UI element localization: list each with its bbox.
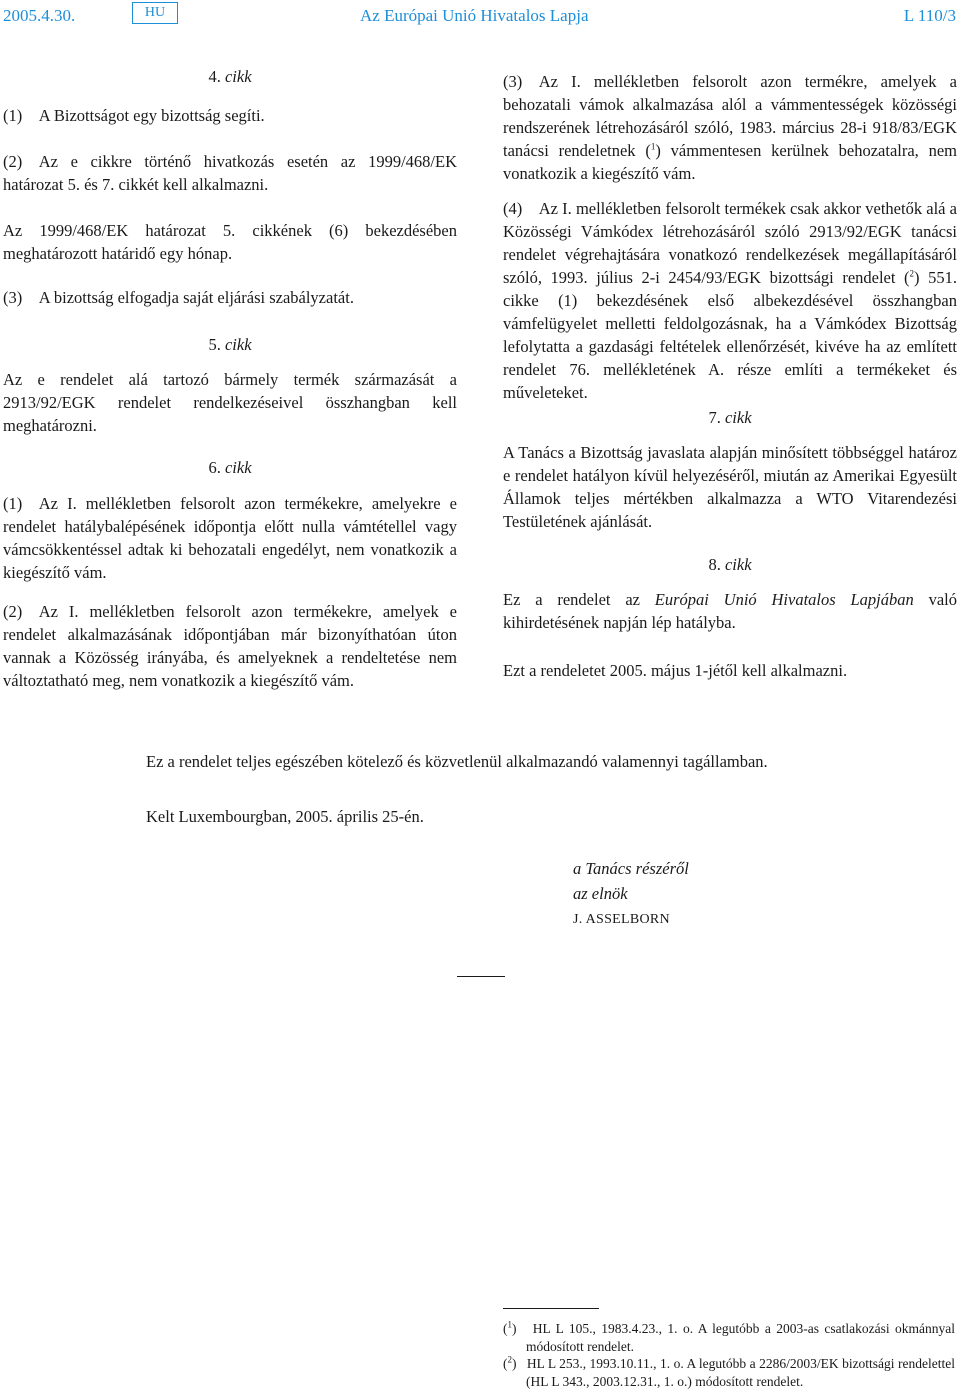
article-8-heading: 8. cikk (708, 555, 752, 574)
article-8-paragraph-2: Ezt a rendeletet 2005. május 1-jétől kell alkalmazni. (503, 661, 848, 680)
article-4-heading: 4. cikk (208, 67, 252, 86)
page-reference: L 110/3 (903, 6, 956, 25)
article-7-paragraph: A Tanács a Bizottság javaslata alapján minősített többséggel határoz e rendelet hatályon kívül helyezéséről, miután az Amerikai Egyesült Államok teljes mértékben alkalmazza a WTO Vitarendezési Testületének ajánlását. (503, 443, 957, 531)
language-badge: HU (132, 2, 178, 24)
publication-date: 2005.4.30. (3, 6, 76, 25)
article-4-paragraph-2: (2) Az e cikkre történő hivatkozás esetén az 1999/468/EK határozat 5. és 7. cikkét kell alkalmazni. (3, 152, 457, 194)
article-6-heading: 6. cikk (208, 458, 252, 477)
article-4-paragraph-2b: Az 1999/468/EK határozat 5. cikkének (6) bekezdésében meghatározott határidő egy hónap. (3, 221, 457, 263)
end-separator-rule (457, 976, 505, 977)
article-5-heading: 5. cikk (208, 335, 252, 354)
footnote-1: ($^1$) HL L 105., 1983.4.23., 1. o. A legutóbb a 2003-as csatlakozási okmánnyal módosított rendelet. (503, 1319, 955, 1354)
article-6-paragraph-3: (3) Az I. mellékletben felsorolt azon termékre, amelyek a behozatali vámok alkalmazása alól a vámmentességek közösségi rendszerének létrehozásáról szóló, 1983. március 28-i 918/83/EGK tanácsi rendeletnek ($^1$) vámmentesen kerülnek behozatalra, nem vonatkozik a kiegészítő vám. (503, 72, 957, 183)
article-4-paragraph-1: (1) A Bizottságot egy bizottság segíti. (3, 106, 265, 125)
article-6-paragraph-1: (1) Az I. mellékletben felsorolt azon termékekre, amelyekre e rendelet hatálybalépésének időpontja előtt nulla vámtétellel vagy vámcsökkentéssel adtak ki behozatali engedélyt, nem vonatkozik a kiegészítő vám. (3, 494, 457, 582)
article-5-paragraph: Az e rendelet alá tartozó bármely termék származását a 2913/92/EGK rendelet rendelkezéseivel összhangban kell meghatározni. (3, 370, 457, 435)
footnote-2: ($^2$) HL L 253., 1993.10.11., 1. o. A legutóbb a 2286/2003/EK bizottsági rendelettel (HL L 343., 2003.12.31., 1. o.) módosított rendelet. (503, 1354, 955, 1389)
binding-clause: Ez a rendelet teljes egészében kötelező és közvetlenül alkalmazandó valamennyi tagállamban. (146, 752, 768, 771)
page-header (0, 2, 960, 26)
footnote-rule (503, 1308, 599, 1309)
article-6-paragraph-4: (4) Az I. mellékletben felsorolt termékek csak akkor vethetők alá a Közösségi Vámkódex létrehozásáról szóló 2913/92/EGK tanácsi rendelet végrehajtására vonatkozó rendelkezések megállapításáról szóló, 1993. július 2-i 2454/93/EGK bizottsági rendelet ($^2$) 551. cikke (1) bekezdésének első albekezdésével összhangban vámfelügyelet melletti feldolgozásnak, ha a Vámkódex Bizottság lefolytatta a gazdasági feltételek ellenőrzését, kivéve ha az említett rendelet 76. mellékletének A. része említi a termékeket és műveleteket. (503, 199, 958, 402)
journal-title: Az Európai Unió Hivatalos Lapja (360, 6, 589, 25)
done-at-statement: Kelt Luxembourgban, 2005. április 25-én. (146, 807, 424, 826)
signature-president: az elnök (573, 884, 628, 903)
article-8-paragraph-1: Ez a rendelet az Európai Unió Hivatalos Lapjában való kihirdetésének napján lép hatályba. (503, 590, 957, 632)
article-6-paragraph-2: (2) Az I. mellékletben felsorolt azon termékekre, amelyek e rendelet alkalmazásának időpontjában már bizonyíthatóan úton vannak a Közösség irányába, és amelyeknek a rendeltetése nem változtatható meg, nem vonatkozik a kiegészítő vám. (3, 602, 457, 690)
article-4-paragraph-3: (3) A bizottság elfogadja saját eljárási szabályzatát. (3, 288, 354, 307)
signature-for-council: a Tanács részéről (573, 859, 689, 878)
article-7-heading: 7. cikk (708, 408, 752, 427)
signature-name: J. ASSELBORN (573, 912, 670, 927)
